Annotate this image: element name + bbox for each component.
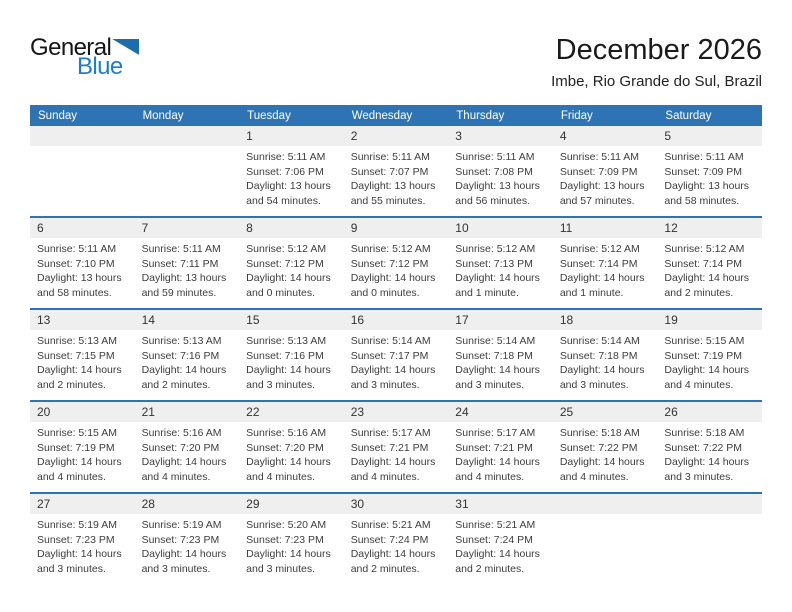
daylight-line1: Daylight: 14 hours [350,272,436,284]
sunrise-text: Sunrise: 5:15 AM [37,427,117,439]
day-number: 11 [553,218,658,238]
day-details [135,238,240,308]
day-details [448,514,553,584]
day-number [135,126,240,146]
day-cell-4 [553,126,658,216]
day-number: 10 [448,218,553,238]
sunrise-text: Sunrise: 5:16 AM [246,427,327,439]
empty-day-cell [553,494,658,584]
sunset-text: Sunset: 7:23 PM [246,533,324,546]
day-details [553,238,658,308]
sunset-text: Sunset: 7:11 PM [141,257,219,270]
daylight-line1: Daylight: 14 hours [246,364,331,376]
daylight-line1: Daylight: 14 hours [37,364,122,376]
daylight-line2: and 2 minutes. [37,378,106,391]
week-row-1 [30,126,762,216]
day-cell-2 [344,126,449,216]
calendar-body [30,126,762,584]
sunset-text: Sunset: 7:18 PM [559,349,638,362]
sunset-text: Sunset: 7:21 PM [350,441,429,454]
daylight-line2: and 3 minutes. [246,562,316,575]
sunset-text: Sunset: 7:08 PM [455,165,533,178]
daylight-line1: Daylight: 14 hours [246,272,331,284]
daylight-line1: Daylight: 14 hours [664,364,750,376]
day-details [344,422,449,492]
daylight-line1: Daylight: 14 hours [559,272,645,284]
daylight-line1: Daylight: 14 hours [141,456,227,468]
weekday-header-row [30,105,762,126]
sunset-text: Sunset: 7:24 PM [350,533,429,546]
day-number: 12 [657,218,762,238]
day-details [657,514,762,584]
sunrise-text: Sunrise: 5:11 AM [350,151,430,163]
day-details [553,422,658,492]
empty-day-cell [30,126,135,216]
day-cell-17 [448,310,553,400]
sunrise-text: Sunrise: 5:17 AM [455,427,536,439]
daylight-line2: and 2 minutes. [350,562,420,575]
daylight-line1: Daylight: 14 hours [37,456,122,468]
weekday-header-wednesday: Wednesday [351,109,413,122]
daylight-line1: Daylight: 14 hours [350,456,436,468]
sunrise-text: Sunrise: 5:21 AM [350,519,431,531]
daylight-line2: and 59 minutes. [141,286,217,299]
day-details [30,146,135,216]
day-number: 8 [239,218,344,238]
day-details [344,146,449,216]
day-cell-31 [448,494,553,584]
day-cell-14 [135,310,240,400]
general-blue-logo [30,36,139,78]
sunset-text: Sunset: 7:16 PM [246,349,324,362]
calendar-table [30,105,762,584]
day-details [553,514,658,584]
day-number: 20 [30,402,135,422]
day-number: 17 [448,310,553,330]
daylight-line1: Daylight: 14 hours [455,364,540,376]
day-details [30,422,135,492]
day-number: 23 [344,402,449,422]
day-number: 22 [239,402,344,422]
empty-day-cell [657,494,762,584]
day-number: 19 [657,310,762,330]
sunset-text: Sunset: 7:20 PM [141,441,220,454]
sunrise-text: Sunrise: 5:15 AM [664,335,745,347]
day-cell-19 [657,310,762,400]
daylight-line2: and 0 minutes. [350,286,420,299]
day-details [30,330,135,400]
day-cell-7 [135,218,240,308]
day-number: 6 [30,218,135,238]
sunset-text: Sunset: 7:19 PM [664,349,743,362]
daylight-line2: and 2 minutes. [141,378,211,391]
day-number: 25 [553,402,658,422]
day-cell-26 [657,402,762,492]
day-details [30,514,135,584]
daylight-line1: Daylight: 14 hours [455,456,540,468]
daylight-line2: and 1 minute. [559,286,624,299]
day-details [657,422,762,492]
day-details [657,330,762,400]
day-details [239,146,344,216]
sunset-text: Sunset: 7:19 PM [37,441,115,454]
day-number [553,494,658,514]
daylight-line2: and 2 minutes. [455,562,525,575]
sunrise-text: Sunrise: 5:18 AM [664,427,745,439]
daylight-line1: Daylight: 14 hours [455,272,540,284]
daylight-line1: Daylight: 14 hours [664,456,750,468]
daylight-line1: Daylight: 13 hours [37,272,122,284]
day-details [553,146,658,216]
daylight-line1: Daylight: 13 hours [141,272,227,284]
day-number: 7 [135,218,240,238]
sunrise-text: Sunrise: 5:13 AM [37,335,117,347]
daylight-line1: Daylight: 14 hours [141,548,227,560]
daylight-line1: Daylight: 13 hours [559,180,645,192]
day-number: 24 [448,402,553,422]
day-cell-6 [30,218,135,308]
week-row-5 [30,492,762,584]
day-details [344,238,449,308]
sunrise-text: Sunrise: 5:11 AM [559,151,640,163]
sunrise-text: Sunrise: 5:19 AM [141,519,222,531]
day-details [657,238,762,308]
day-number: 30 [344,494,449,514]
daylight-line1: Daylight: 14 hours [141,364,227,376]
sunset-text: Sunset: 7:14 PM [664,257,743,270]
sunset-text: Sunset: 7:14 PM [559,257,638,270]
day-details [239,238,344,308]
day-cell-18 [553,310,658,400]
daylight-line1: Daylight: 13 hours [455,180,540,192]
sunset-text: Sunset: 7:07 PM [350,165,429,178]
day-cell-5 [657,126,762,216]
sunrise-text: Sunrise: 5:14 AM [559,335,640,347]
sunset-text: Sunset: 7:17 PM [350,349,429,362]
sunrise-text: Sunrise: 5:12 AM [350,243,431,255]
day-cell-28 [135,494,240,584]
daylight-line2: and 4 minutes. [455,470,525,483]
day-details [657,146,762,216]
day-number [657,494,762,514]
day-cell-10 [448,218,553,308]
weekday-header-friday: Friday [560,109,593,122]
day-number: 3 [448,126,553,146]
sunrise-text: Sunrise: 5:18 AM [559,427,640,439]
day-details [30,238,135,308]
daylight-line2: and 4 minutes. [559,470,629,483]
day-details [135,514,240,584]
sunrise-text: Sunrise: 5:21 AM [455,519,536,531]
daylight-line2: and 3 minutes. [141,562,211,575]
day-number: 13 [30,310,135,330]
sunrise-text: Sunrise: 5:13 AM [141,335,222,347]
day-cell-1 [239,126,344,216]
sunrise-text: Sunrise: 5:12 AM [664,243,745,255]
sunrise-text: Sunrise: 5:13 AM [246,335,327,347]
day-cell-30 [344,494,449,584]
day-number: 21 [135,402,240,422]
daylight-line2: and 3 minutes. [664,470,734,483]
title-block [551,34,762,90]
day-number: 1 [239,126,344,146]
day-cell-24 [448,402,553,492]
sunrise-text: Sunrise: 5:14 AM [455,335,536,347]
day-cell-15 [239,310,344,400]
weekday-header-monday: Monday [142,109,184,122]
day-cell-21 [135,402,240,492]
week-row-3 [30,308,762,400]
sunrise-text: Sunrise: 5:11 AM [246,151,326,163]
day-number: 29 [239,494,344,514]
day-cell-20 [30,402,135,492]
sunset-text: Sunset: 7:09 PM [559,165,638,178]
daylight-line2: and 4 minutes. [350,470,420,483]
daylight-line1: Daylight: 14 hours [37,548,122,560]
daylight-line1: Daylight: 14 hours [664,272,750,284]
daylight-line2: and 3 minutes. [455,378,525,391]
day-number: 5 [657,126,762,146]
day-cell-29 [239,494,344,584]
day-details [239,330,344,400]
sunset-text: Sunset: 7:20 PM [246,441,324,454]
daylight-line1: Daylight: 14 hours [455,548,540,560]
daylight-line2: and 58 minutes. [37,286,112,299]
daylight-line1: Daylight: 14 hours [559,364,645,376]
sunrise-text: Sunrise: 5:17 AM [350,427,431,439]
day-details [344,330,449,400]
day-number: 26 [657,402,762,422]
sunrise-text: Sunrise: 5:12 AM [246,243,327,255]
daylight-line1: Daylight: 13 hours [350,180,436,192]
day-cell-27 [30,494,135,584]
sunset-text: Sunset: 7:23 PM [141,533,220,546]
day-details [448,146,553,216]
day-number: 2 [344,126,449,146]
daylight-line2: and 0 minutes. [246,286,316,299]
day-cell-11 [553,218,658,308]
day-details [135,330,240,400]
day-cell-22 [239,402,344,492]
sunset-text: Sunset: 7:23 PM [37,533,115,546]
sunrise-text: Sunrise: 5:11 AM [455,151,535,163]
day-details [239,422,344,492]
page-title: December 2026 [555,34,762,66]
daylight-line2: and 58 minutes. [664,194,740,207]
sunset-text: Sunset: 7:22 PM [664,441,743,454]
day-cell-8 [239,218,344,308]
day-number: 4 [553,126,658,146]
day-cell-25 [553,402,658,492]
sunset-text: Sunset: 7:16 PM [141,349,220,362]
daylight-line2: and 57 minutes. [559,194,635,207]
daylight-line2: and 54 minutes. [246,194,321,207]
day-cell-13 [30,310,135,400]
day-number [30,126,135,146]
sunset-text: Sunset: 7:06 PM [246,165,324,178]
sunset-text: Sunset: 7:22 PM [559,441,638,454]
location-subtitle: Imbe, Rio Grande do Sul, Brazil [551,73,762,90]
daylight-line2: and 3 minutes. [37,562,106,575]
sunset-text: Sunset: 7:21 PM [455,441,533,454]
sunset-text: Sunset: 7:12 PM [350,257,429,270]
day-cell-9 [344,218,449,308]
logo-blue-text: Blue [77,53,123,80]
daylight-line1: Daylight: 14 hours [350,364,436,376]
daylight-line2: and 4 minutes. [664,378,734,391]
daylight-line2: and 2 minutes. [664,286,734,299]
day-details [448,330,553,400]
day-details [135,422,240,492]
sunrise-text: Sunrise: 5:19 AM [37,519,117,531]
week-row-4 [30,400,762,492]
day-details [448,422,553,492]
day-cell-3 [448,126,553,216]
weekday-header-tuesday: Tuesday [247,109,291,122]
day-number: 28 [135,494,240,514]
week-row-2 [30,216,762,308]
daylight-line1: Daylight: 13 hours [246,180,331,192]
day-number: 16 [344,310,449,330]
day-number: 9 [344,218,449,238]
day-number: 31 [448,494,553,514]
daylight-line1: Daylight: 14 hours [246,548,331,560]
sunset-text: Sunset: 7:10 PM [37,257,115,270]
sunrise-text: Sunrise: 5:16 AM [141,427,222,439]
sunrise-text: Sunrise: 5:14 AM [350,335,431,347]
logo-general-text: General [30,34,112,61]
weekday-header-saturday: Saturday [665,109,712,122]
sunset-text: Sunset: 7:18 PM [455,349,533,362]
day-details [344,514,449,584]
empty-day-cell [135,126,240,216]
weekday-header-sunday: Sunday [38,109,78,122]
sunset-text: Sunset: 7:09 PM [664,165,743,178]
daylight-line2: and 4 minutes. [246,470,316,483]
daylight-line1: Daylight: 14 hours [559,456,645,468]
day-cell-16 [344,310,449,400]
daylight-line2: and 3 minutes. [246,378,316,391]
daylight-line2: and 4 minutes. [141,470,211,483]
day-details [553,330,658,400]
daylight-line1: Daylight: 14 hours [246,456,331,468]
sunrise-text: Sunrise: 5:12 AM [455,243,536,255]
day-number: 18 [553,310,658,330]
day-number: 14 [135,310,240,330]
day-details [239,514,344,584]
daylight-line2: and 3 minutes. [559,378,629,391]
day-details [135,146,240,216]
daylight-line2: and 4 minutes. [37,470,106,483]
daylight-line2: and 55 minutes. [350,194,426,207]
day-details [448,238,553,308]
daylight-line2: and 1 minute. [455,286,519,299]
sunset-text: Sunset: 7:24 PM [455,533,533,546]
day-number: 27 [30,494,135,514]
daylight-line2: and 56 minutes. [455,194,530,207]
sunrise-text: Sunrise: 5:20 AM [246,519,327,531]
sunrise-text: Sunrise: 5:11 AM [664,151,744,163]
day-number: 15 [239,310,344,330]
weekday-header-thursday: Thursday [456,109,505,122]
sunset-text: Sunset: 7:15 PM [37,349,115,362]
day-cell-23 [344,402,449,492]
sunset-text: Sunset: 7:13 PM [455,257,533,270]
daylight-line1: Daylight: 14 hours [350,548,436,560]
day-cell-12 [657,218,762,308]
sunrise-text: Sunrise: 5:11 AM [141,243,221,255]
sunrise-text: Sunrise: 5:11 AM [37,243,117,255]
sunset-text: Sunset: 7:12 PM [246,257,324,270]
sunrise-text: Sunrise: 5:12 AM [559,243,640,255]
daylight-line2: and 3 minutes. [350,378,420,391]
daylight-line1: Daylight: 13 hours [664,180,750,192]
